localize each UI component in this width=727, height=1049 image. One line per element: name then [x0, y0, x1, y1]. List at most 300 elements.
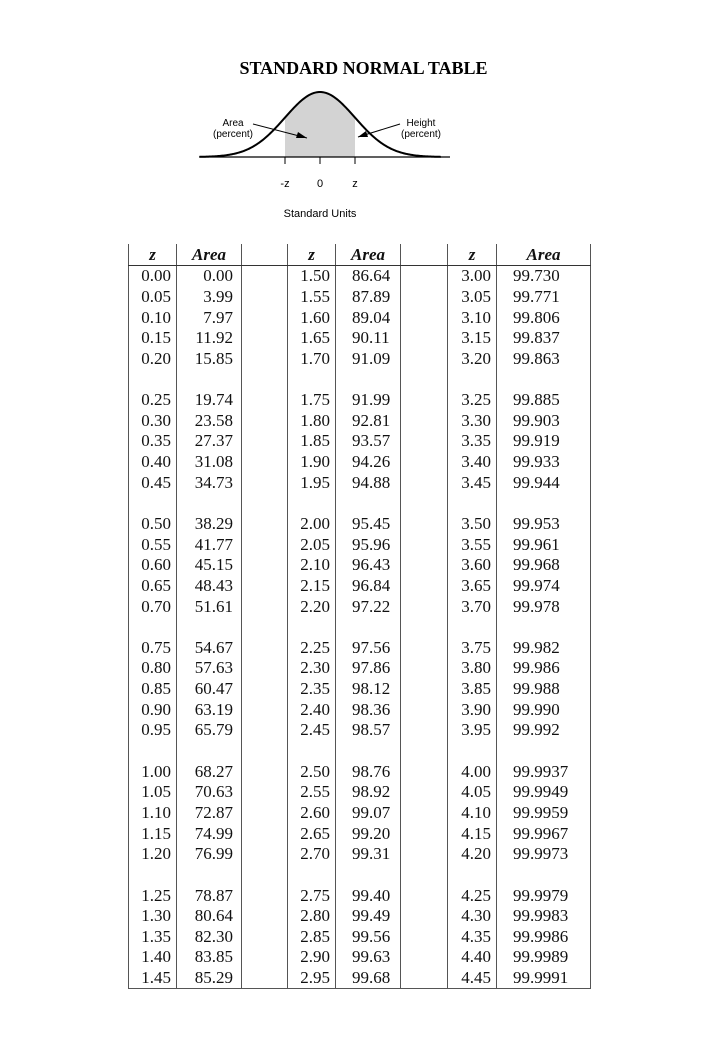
- gap-cell: [242, 927, 288, 948]
- z-cell: 2.80: [288, 906, 336, 927]
- z-cell: 0.35: [129, 431, 177, 452]
- area-cell: 99.988: [497, 679, 591, 700]
- area-cell: 99.49: [336, 906, 401, 927]
- z-cell: 0.10: [129, 307, 177, 328]
- group-spacer: [129, 493, 591, 514]
- gap-cell: [401, 431, 448, 452]
- gap-cell: [242, 699, 288, 720]
- z-cell: 4.30: [448, 906, 497, 927]
- area-cell: 97.22: [336, 596, 401, 617]
- table-row: [129, 761, 591, 782]
- spacer-cell: [242, 865, 288, 886]
- area-cell: 65.79: [177, 720, 242, 741]
- area-cell: 99.944: [497, 472, 591, 493]
- gap-cell: [242, 287, 288, 308]
- area-cell: 99.68: [336, 968, 401, 989]
- z-cell: 1.70: [288, 349, 336, 370]
- gap-cell: [401, 844, 448, 865]
- area-cell: 99.63: [336, 947, 401, 968]
- area-cell: 48.43: [177, 576, 242, 597]
- group-spacer: [129, 369, 591, 390]
- normal-curve-figure: [195, 86, 455, 226]
- area-cell: 74.99: [177, 823, 242, 844]
- header-gap-2: [401, 244, 448, 266]
- area-cell: 99.982: [497, 638, 591, 659]
- area-cell: 99.837: [497, 328, 591, 349]
- gap-cell: [242, 885, 288, 906]
- spacer-cell: [448, 369, 497, 390]
- z-cell: 1.25: [129, 885, 177, 906]
- table-row: [129, 390, 591, 411]
- spacer-cell: [448, 865, 497, 886]
- gap-cell: [401, 947, 448, 968]
- gap-cell: [401, 927, 448, 948]
- spacer-cell: [497, 369, 591, 390]
- spacer-cell: [177, 741, 242, 762]
- table-row: [129, 968, 591, 989]
- z-cell: 3.95: [448, 720, 497, 741]
- z-cell: 0.60: [129, 555, 177, 576]
- z-cell: 3.85: [448, 679, 497, 700]
- z-cell: 3.25: [448, 390, 497, 411]
- normal-table: [128, 244, 591, 989]
- z-cell: 0.65: [129, 576, 177, 597]
- spacer-cell: [336, 865, 401, 886]
- gap-cell: [242, 844, 288, 865]
- z-cell: 1.65: [288, 328, 336, 349]
- area-cell: 99.9983: [497, 906, 591, 927]
- gap-cell: [242, 596, 288, 617]
- table-row: [129, 906, 591, 927]
- z-cell: 0.75: [129, 638, 177, 659]
- gap-cell: [401, 823, 448, 844]
- spacer-cell: [336, 741, 401, 762]
- area-cell: 27.37: [177, 431, 242, 452]
- z-cell: 3.10: [448, 307, 497, 328]
- area-label-line1: Area: [222, 118, 244, 129]
- z-cell: 0.15: [129, 328, 177, 349]
- z-cell: 3.20: [448, 349, 497, 370]
- z-cell: 2.55: [288, 782, 336, 803]
- z-cell: 3.80: [448, 658, 497, 679]
- gap-cell: [401, 287, 448, 308]
- table-row: [129, 328, 591, 349]
- area-cell: 19.74: [177, 390, 242, 411]
- z-cell: 1.55: [288, 287, 336, 308]
- group-spacer: [129, 617, 591, 638]
- z-cell: 3.65: [448, 576, 497, 597]
- spacer-cell: [448, 493, 497, 514]
- area-cell: 99.771: [497, 287, 591, 308]
- z-cell: 0.00: [129, 266, 177, 287]
- z-cell: 3.55: [448, 534, 497, 555]
- gap-cell: [242, 823, 288, 844]
- spacer-cell: [288, 741, 336, 762]
- z-cell: 2.65: [288, 823, 336, 844]
- area-cell: 99.07: [336, 803, 401, 824]
- area-cell: 98.36: [336, 699, 401, 720]
- table-row: [129, 638, 591, 659]
- area-cell: 99.20: [336, 823, 401, 844]
- spacer-cell: [129, 617, 177, 638]
- z-cell: 2.75: [288, 885, 336, 906]
- gap-cell: [242, 410, 288, 431]
- spacer-cell: [288, 865, 336, 886]
- area-cell: 80.64: [177, 906, 242, 927]
- z-cell: 4.00: [448, 761, 497, 782]
- area-cell: 99.974: [497, 576, 591, 597]
- area-cell: 15.85: [177, 349, 242, 370]
- gap-cell: [242, 576, 288, 597]
- gap-cell: [242, 720, 288, 741]
- spacer-cell: [242, 493, 288, 514]
- gap-cell: [401, 658, 448, 679]
- area-cell: 60.47: [177, 679, 242, 700]
- z-cell: 1.20: [129, 844, 177, 865]
- area-cell: 97.86: [336, 658, 401, 679]
- area-cell: 99.806: [497, 307, 591, 328]
- gap-cell: [401, 761, 448, 782]
- area-cell: 99.9959: [497, 803, 591, 824]
- z-cell: 2.45: [288, 720, 336, 741]
- z-cell: 1.15: [129, 823, 177, 844]
- gap-cell: [242, 472, 288, 493]
- area-label-line2: (percent): [212, 129, 254, 140]
- spacer-cell: [177, 493, 242, 514]
- z-cell: 1.95: [288, 472, 336, 493]
- z-cell: 1.85: [288, 431, 336, 452]
- gap-cell: [401, 576, 448, 597]
- area-cell: 11.92: [177, 328, 242, 349]
- spacer-cell: [336, 493, 401, 514]
- area-cell: 99.40: [336, 885, 401, 906]
- table-row: [129, 514, 591, 535]
- z-cell: 2.70: [288, 844, 336, 865]
- gap-cell: [401, 328, 448, 349]
- gap-cell: [242, 968, 288, 989]
- gap-cell: [242, 431, 288, 452]
- z-cell: 1.50: [288, 266, 336, 287]
- tick-label-zero: 0: [316, 178, 324, 190]
- gap-cell: [401, 452, 448, 473]
- area-cell: 91.99: [336, 390, 401, 411]
- table-row: [129, 782, 591, 803]
- spacer-cell: [497, 741, 591, 762]
- z-cell: 0.70: [129, 596, 177, 617]
- gap-cell: [242, 328, 288, 349]
- gap-cell: [242, 452, 288, 473]
- area-cell: 99.9967: [497, 823, 591, 844]
- gap-cell: [401, 906, 448, 927]
- z-cell: 0.90: [129, 699, 177, 720]
- spacer-cell: [242, 741, 288, 762]
- gap-cell: [401, 534, 448, 555]
- z-cell: 0.25: [129, 390, 177, 411]
- spacer-cell: [129, 369, 177, 390]
- header-area-1: Area: [177, 244, 242, 266]
- gap-cell: [242, 782, 288, 803]
- area-cell: 99.9979: [497, 885, 591, 906]
- z-cell: 0.30: [129, 410, 177, 431]
- area-cell: 31.08: [177, 452, 242, 473]
- table-row: [129, 596, 591, 617]
- z-cell: 2.25: [288, 638, 336, 659]
- table-row: [129, 947, 591, 968]
- z-cell: 3.00: [448, 266, 497, 287]
- gap-cell: [401, 720, 448, 741]
- gap-cell: [242, 349, 288, 370]
- height-arrowhead: [358, 131, 368, 137]
- z-cell: 3.70: [448, 596, 497, 617]
- z-cell: 2.50: [288, 761, 336, 782]
- area-cell: 63.19: [177, 699, 242, 720]
- table-row: [129, 555, 591, 576]
- z-cell: 2.40: [288, 699, 336, 720]
- table-row: [129, 534, 591, 555]
- spacer-cell: [401, 741, 448, 762]
- z-cell: 3.45: [448, 472, 497, 493]
- z-cell: 1.75: [288, 390, 336, 411]
- z-cell: 2.60: [288, 803, 336, 824]
- z-cell: 3.05: [448, 287, 497, 308]
- area-cell: 99.56: [336, 927, 401, 948]
- header-z-3: z: [448, 244, 497, 266]
- gap-cell: [242, 534, 288, 555]
- z-cell: 2.35: [288, 679, 336, 700]
- z-cell: 0.95: [129, 720, 177, 741]
- gap-cell: [401, 555, 448, 576]
- z-cell: 2.00: [288, 514, 336, 535]
- area-cell: 98.57: [336, 720, 401, 741]
- area-cell: 99.933: [497, 452, 591, 473]
- gap-cell: [401, 472, 448, 493]
- axis-label: Standard Units: [283, 208, 357, 220]
- area-cell: 99.9949: [497, 782, 591, 803]
- z-cell: 0.50: [129, 514, 177, 535]
- area-cell: 99.9973: [497, 844, 591, 865]
- gap-cell: [401, 514, 448, 535]
- gap-cell: [242, 514, 288, 535]
- gap-cell: [401, 782, 448, 803]
- gap-cell: [401, 410, 448, 431]
- area-cell: 45.15: [177, 555, 242, 576]
- table-row: [129, 658, 591, 679]
- z-cell: 2.85: [288, 927, 336, 948]
- area-cell: 99.885: [497, 390, 591, 411]
- spacer-cell: [401, 493, 448, 514]
- area-cell: 83.85: [177, 947, 242, 968]
- area-cell: 98.12: [336, 679, 401, 700]
- table-body: [129, 266, 591, 989]
- z-cell: 4.40: [448, 947, 497, 968]
- area-cell: 51.61: [177, 596, 242, 617]
- table-row: [129, 287, 591, 308]
- area-cell: 90.11: [336, 328, 401, 349]
- area-cell: 99.953: [497, 514, 591, 535]
- area-cell: 99.863: [497, 349, 591, 370]
- gap-cell: [401, 266, 448, 287]
- area-cell: 57.63: [177, 658, 242, 679]
- area-cell: 95.96: [336, 534, 401, 555]
- table-row: [129, 410, 591, 431]
- gap-cell: [242, 658, 288, 679]
- z-cell: 1.05: [129, 782, 177, 803]
- table-row: [129, 576, 591, 597]
- area-cell: 93.57: [336, 431, 401, 452]
- gap-cell: [242, 390, 288, 411]
- spacer-cell: [336, 617, 401, 638]
- page-title: STANDARD NORMAL TABLE: [239, 58, 488, 78]
- header-z-1: z: [129, 244, 177, 266]
- z-cell: 0.55: [129, 534, 177, 555]
- z-cell: 1.80: [288, 410, 336, 431]
- area-cell: 38.29: [177, 514, 242, 535]
- gap-cell: [242, 307, 288, 328]
- area-cell: 85.29: [177, 968, 242, 989]
- z-cell: 3.40: [448, 452, 497, 473]
- area-cell: 78.87: [177, 885, 242, 906]
- z-cell: 0.80: [129, 658, 177, 679]
- gap-cell: [401, 390, 448, 411]
- area-cell: 99.730: [497, 266, 591, 287]
- gap-cell: [242, 679, 288, 700]
- area-cell: 34.73: [177, 472, 242, 493]
- z-cell: 2.95: [288, 968, 336, 989]
- table-row: [129, 885, 591, 906]
- spacer-cell: [336, 369, 401, 390]
- table-row: [129, 349, 591, 370]
- area-cell: 99.986: [497, 658, 591, 679]
- table-row: [129, 679, 591, 700]
- z-cell: 2.05: [288, 534, 336, 555]
- header-area-2: Area: [336, 244, 401, 266]
- shaded-area: [285, 92, 355, 157]
- area-cell: 96.43: [336, 555, 401, 576]
- spacer-cell: [288, 369, 336, 390]
- z-cell: 1.00: [129, 761, 177, 782]
- z-cell: 1.45: [129, 968, 177, 989]
- area-cell: 92.81: [336, 410, 401, 431]
- tick-label-pos: z: [352, 178, 358, 190]
- area-cell: 99.9986: [497, 927, 591, 948]
- gap-cell: [401, 307, 448, 328]
- z-cell: 4.35: [448, 927, 497, 948]
- gap-cell: [401, 679, 448, 700]
- group-spacer: [129, 741, 591, 762]
- z-cell: 1.30: [129, 906, 177, 927]
- spacer-cell: [177, 369, 242, 390]
- gap-cell: [401, 699, 448, 720]
- spacer-cell: [401, 865, 448, 886]
- z-cell: 0.40: [129, 452, 177, 473]
- area-cell: 91.09: [336, 349, 401, 370]
- table-row: [129, 720, 591, 741]
- tick-label-neg: -z: [280, 178, 290, 190]
- header-area-3: Area: [497, 244, 591, 266]
- height-label-line1: Height: [406, 118, 436, 129]
- table-row: [129, 803, 591, 824]
- area-cell: 99.31: [336, 844, 401, 865]
- spacer-cell: [401, 369, 448, 390]
- z-cell: 3.75: [448, 638, 497, 659]
- area-cell: 41.77: [177, 534, 242, 555]
- area-cell: 7.97: [177, 307, 242, 328]
- area-cell: 99.978: [497, 596, 591, 617]
- area-cell: 99.9989: [497, 947, 591, 968]
- z-cell: 0.45: [129, 472, 177, 493]
- spacer-cell: [177, 617, 242, 638]
- spacer-cell: [497, 617, 591, 638]
- spacer-cell: [129, 493, 177, 514]
- area-cell: 94.26: [336, 452, 401, 473]
- area-cell: 94.88: [336, 472, 401, 493]
- gap-cell: [401, 803, 448, 824]
- area-cell: 97.56: [336, 638, 401, 659]
- spacer-cell: [448, 741, 497, 762]
- z-cell: 0.85: [129, 679, 177, 700]
- area-cell: 99.992: [497, 720, 591, 741]
- z-cell: 4.10: [448, 803, 497, 824]
- spacer-cell: [497, 493, 591, 514]
- spacer-cell: [288, 617, 336, 638]
- table-row: [129, 699, 591, 720]
- spacer-cell: [129, 741, 177, 762]
- z-cell: 1.90: [288, 452, 336, 473]
- spacer-cell: [448, 617, 497, 638]
- spacer-cell: [401, 617, 448, 638]
- area-cell: 99.961: [497, 534, 591, 555]
- z-cell: 4.05: [448, 782, 497, 803]
- area-cell: 68.27: [177, 761, 242, 782]
- area-cell: 3.99: [177, 287, 242, 308]
- header-gap-1: [242, 244, 288, 266]
- z-cell: 4.15: [448, 823, 497, 844]
- z-cell: 1.10: [129, 803, 177, 824]
- gap-cell: [401, 968, 448, 989]
- area-cell: 99.903: [497, 410, 591, 431]
- area-cell: 99.990: [497, 699, 591, 720]
- area-cell: 82.30: [177, 927, 242, 948]
- z-cell: 2.30: [288, 658, 336, 679]
- table-row: [129, 307, 591, 328]
- height-label-line2: (percent): [400, 129, 442, 140]
- area-cell: 99.968: [497, 555, 591, 576]
- group-spacer: [129, 865, 591, 886]
- gap-cell: [242, 266, 288, 287]
- table-row: [129, 431, 591, 452]
- z-cell: 0.05: [129, 287, 177, 308]
- gap-cell: [401, 596, 448, 617]
- gap-cell: [401, 885, 448, 906]
- z-cell: 1.60: [288, 307, 336, 328]
- area-cell: 96.84: [336, 576, 401, 597]
- z-cell: 3.30: [448, 410, 497, 431]
- header-z-2: z: [288, 244, 336, 266]
- spacer-cell: [288, 493, 336, 514]
- gap-cell: [242, 803, 288, 824]
- area-cell: 87.89: [336, 287, 401, 308]
- area-cell: 89.04: [336, 307, 401, 328]
- area-cell: 76.99: [177, 844, 242, 865]
- area-cell: 95.45: [336, 514, 401, 535]
- area-cell: 98.92: [336, 782, 401, 803]
- area-cell: 86.64: [336, 266, 401, 287]
- z-cell: 2.90: [288, 947, 336, 968]
- gap-cell: [242, 638, 288, 659]
- gap-cell: [242, 906, 288, 927]
- table-row: [129, 472, 591, 493]
- spacer-cell: [497, 865, 591, 886]
